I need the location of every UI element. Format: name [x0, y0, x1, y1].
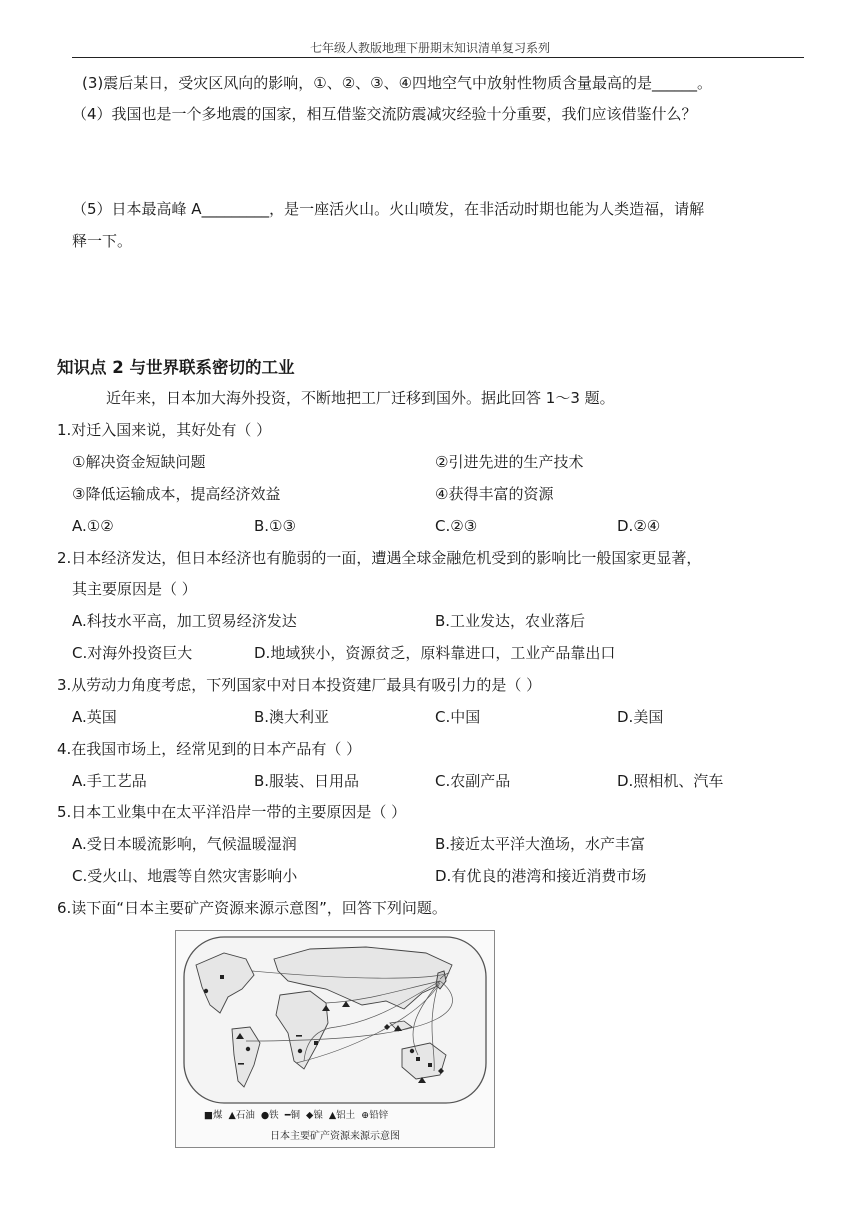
question-5-stem: 5.日本工业集中在太平洋沿岸一带的主要原因是（ ） — [57, 803, 407, 821]
question-2-option-a: A.科技水平高，加工贸易经济发达 — [72, 612, 297, 630]
question-5-option-b: B.接近太平洋大渔场，水产丰富 — [435, 835, 646, 853]
prev-question-5-line2: 释一下。 — [72, 232, 133, 250]
question-3-stem: 3.从劳动力角度考虑，下列国家中对日本投资建厂最具有吸引力的是（ ） — [57, 676, 542, 694]
question-2-stem-line1: 2.日本经济发达，但日本经济也有脆弱的一面，遭遇全球金融危机受到的影响比一般国家更显著， — [57, 549, 702, 567]
section-heading: 知识点 2 与世界联系密切的工业 — [57, 358, 295, 377]
question-3-option-c: C.中国 — [435, 708, 481, 726]
question-2-stem-line2: 其主要原因是（ ） — [72, 580, 197, 598]
question-5-option-d: D.有优良的港湾和接近消费市场 — [435, 867, 647, 885]
question-5-option-a: A.受日本暖流影响，气候温暖湿润 — [72, 835, 297, 853]
section-intro: 近年来，日本加大海外投资，不断地把工厂迁移到国外。据此回答 1～3 题。 — [106, 389, 615, 407]
question-5-option-c: C.受火山、地震等自然灾害影响小 — [72, 867, 298, 885]
legend-copper: ━铜 — [284, 1110, 300, 1121]
prev-question-4: （4）我国也是一个多地震的国家，相互借鉴交流防震减灾经验十分重要，我们应该借鉴什么？ — [72, 105, 697, 123]
question-1-option-a: A.①② — [72, 517, 114, 535]
prev-question-3: (3)震后某日，受灾区风向的影响，①、②、③、④四地空气中放射性物质含量最高的是______。 — [82, 74, 713, 92]
question-1-option-c: C.②③ — [435, 517, 478, 535]
mineral-source-map — [175, 930, 495, 1148]
legend-bauxite: ▲铝土 — [328, 1110, 356, 1121]
question-4-option-c: C.农副产品 — [435, 772, 511, 790]
page-header: 七年级人教版地理下册期末知识清单复习系列 — [309, 41, 550, 55]
question-4-option-d: D.照相机、汽车 — [617, 772, 724, 790]
question-3-option-d: D.美国 — [617, 708, 664, 726]
question-3-option-a: A.英国 — [72, 708, 117, 726]
header-rule — [72, 57, 804, 58]
question-1-statement: ③降低运输成本，提高经济效益 — [72, 485, 281, 503]
legend-coal: ■煤 — [204, 1110, 223, 1121]
question-1-statement: ②引进先进的生产技术 — [435, 453, 584, 471]
legend-iron: ●铁 — [260, 1110, 279, 1121]
question-2-option-c: C.对海外投资巨大 — [72, 644, 193, 662]
legend-oil: ▲石油 — [228, 1110, 255, 1121]
question-1-option-d: D.②④ — [617, 517, 661, 535]
question-6-stem: 6.读下面“日本主要矿产资源来源示意图”，回答下列问题。 — [57, 899, 447, 917]
prev-question-5-line1: （5）日本最高峰 A_________，是一座活火山。火山喷发，在非活动时期也能为人类造福，请解 — [72, 200, 705, 218]
legend-nickel: ◆镍 — [306, 1110, 323, 1121]
map-caption: 日本主要矿产资源来源示意图 — [270, 1131, 400, 1142]
question-4-stem: 4.在我国市场上，经常见到的日本产品有（ ） — [57, 740, 362, 758]
question-3-option-b: B.澳大利亚 — [254, 708, 330, 726]
question-4-option-b: B.服装、日用品 — [254, 772, 360, 790]
question-2-option-b: B.工业发达，农业落后 — [435, 612, 586, 630]
question-1-statement: ④获得丰富的资源 — [435, 485, 554, 503]
legend-lead-zinc: ⊕铅锌 — [361, 1110, 389, 1121]
question-1-statement: ①解决资金短缺问题 — [72, 453, 206, 471]
question-2-option-d: D.地域狭小，资源贫乏，原料靠进口，工业产品靠出口 — [254, 644, 616, 662]
question-1-option-b: B.①③ — [254, 517, 296, 535]
map-legend — [204, 1107, 388, 1121]
question-1-stem: 1.对迁入国来说，其好处有（ ） — [57, 421, 272, 439]
question-4-option-a: A.手工艺品 — [72, 772, 147, 790]
